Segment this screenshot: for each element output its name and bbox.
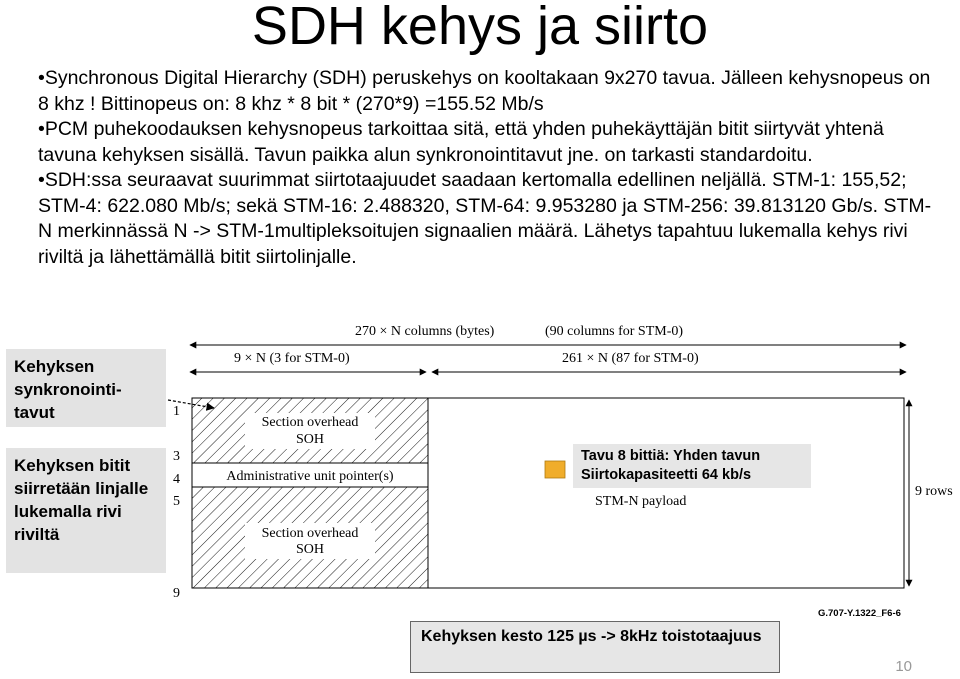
byte-marker — [545, 461, 565, 478]
page-number: 10 — [895, 658, 912, 675]
frame-duration-text: Kehyksen kesto 125 µs -> 8kHz toistotaajuus — [421, 628, 762, 645]
sync-bytes-text: Kehyksen synkronointi-tavut — [14, 357, 122, 422]
columns-label: 270 × N columns (bytes) — [355, 324, 495, 339]
rows-label: 9 rows — [915, 484, 953, 499]
soh-top-label: Section overhead — [261, 415, 359, 430]
bullet-item: •SDH:ssa seuraavat suurimmat siirtotaajuudet saadaan kertomalla edellinen neljällä. STM-1: 155,52; STM-4: 622.080 Mb/s; sekä STM-16: 2.488320, STM-64: 9.953280 ja STM-256: 39.813120 Gb/s. STM-N merkinnässä N -> STM-1multipleksoitujen signaalien määrä. Lähetys tapahtuu lukemalla kehys rivi riviltä ja lähettämällä bitit siirtolinjalle. — [38, 169, 932, 268]
frame-duration-note — [410, 621, 780, 673]
bullet-item: •PCM puhekoodauksen kehysnopeus tarkoittaa sitä, että yhden puhekäyttäjän bitit siirtyvät yhtenä tavuna kehyksen sisällä. Tavun paikka alun synkronointitavut jne. on tarkasti standardoitu. — [38, 118, 884, 166]
soh-bottom-abbr: SOH — [295, 542, 325, 557]
pointer-label: Administrative unit pointer(s) — [226, 469, 394, 484]
columns-note: (90 columns for STM-0) — [545, 324, 684, 339]
byte-callout — [573, 444, 811, 488]
overhead-width-label: 9 × N (3 for STM-0) — [234, 351, 350, 366]
slide-title: SDH kehys ja siirto — [251, 0, 709, 56]
row-number: 1 — [173, 404, 180, 419]
bullet-item: •Synchronous Digital Hierarchy (SDH) peruskehys on kooltakaan 9x270 tavua. Jälleen kehysnopeus on 8 khz ! Bittinopeus on: 8 khz * 8 bit * (270*9) =155.52 Mb/s — [38, 67, 931, 115]
soh-top-abbr: SOH — [295, 432, 325, 447]
sync-bytes-note — [6, 349, 166, 427]
payload-label: STM-N payload — [595, 494, 687, 509]
row-number: 4 — [173, 472, 180, 487]
row-number: 3 — [173, 449, 180, 464]
soh-bottom-label: Section overhead — [261, 526, 359, 541]
byte-callout-text: Tavu 8 bittiä: Yhden tavun Siirtokapasiteetti 64 kb/s — [581, 448, 761, 483]
payload-width-label: 261 × N (87 for STM-0) — [562, 351, 699, 366]
row-number: 5 — [173, 494, 180, 509]
figure-code: G.707-Y.1322_F6-6 — [818, 608, 901, 619]
row-number: 9 — [173, 586, 180, 601]
payload-area — [428, 398, 904, 588]
bit-transfer-note — [6, 448, 166, 573]
bit-transfer-text: Kehyksen bitit siirretään linjalle lukemalla rivi riviltä — [14, 456, 149, 544]
